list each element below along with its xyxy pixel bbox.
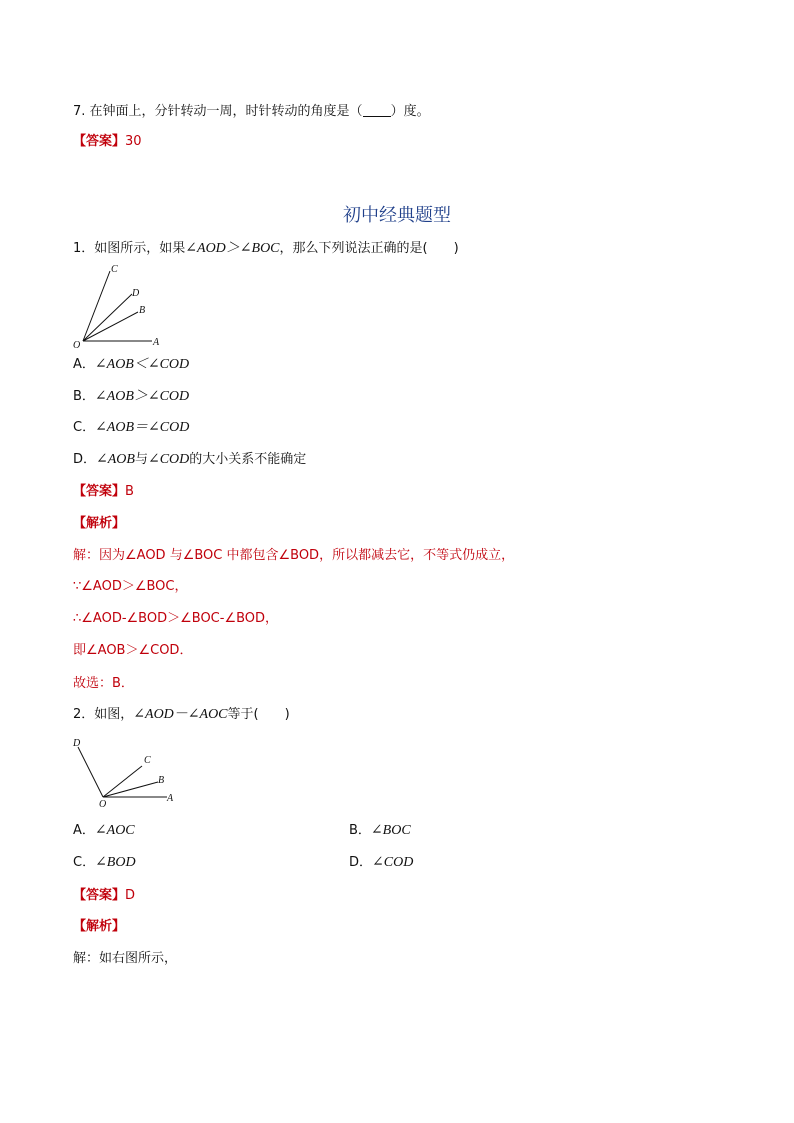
q7-text-after: ）度。 <box>390 104 430 119</box>
q2-option-d <box>349 854 413 872</box>
label-o: O <box>99 799 107 808</box>
label-c: C <box>144 755 151 766</box>
ray-oc <box>103 766 142 797</box>
q2-stem-prefix: 2．如图， <box>73 707 134 722</box>
ray-ob <box>103 782 158 797</box>
q1-option-c <box>73 419 189 437</box>
q1-analysis-tag: 【解析】 <box>73 516 126 531</box>
option-letter: B． <box>349 823 371 838</box>
option-letter: A． <box>73 823 95 838</box>
q7-number: 7. <box>73 104 86 119</box>
q1-option-a <box>73 356 189 374</box>
q1-option-d <box>73 451 306 469</box>
option-math: ∠COD <box>372 855 414 870</box>
option-letter: D． <box>73 452 97 467</box>
q7-text-before: 在钟面上，分针转动一周，时针转动的角度是（ <box>89 104 363 119</box>
option-math: ∠AOB＝∠COD <box>95 420 190 435</box>
q1-analysis-line: 解：因为∠AOD 与∠BOC 中都包含∠BOD，所以都减去它，不等式仍成立， <box>73 548 515 563</box>
q7-answer <box>73 133 142 151</box>
q2-stem <box>73 706 290 724</box>
option-letter: C． <box>73 855 96 870</box>
option-math: ∠AOB＞∠COD <box>94 389 190 404</box>
ray-od <box>83 294 132 341</box>
q1-option-b <box>73 388 189 406</box>
q1-analysis-line: ∵∠AOD＞∠BOC， <box>73 579 188 594</box>
option-letter: A． <box>73 357 95 372</box>
q1-stem-math: ∠AOD＞∠BOC <box>185 241 280 256</box>
q2-answer-tag: 【答案】 <box>73 888 126 903</box>
label-c: C <box>111 264 118 275</box>
option-math: ∠AOC <box>94 823 135 838</box>
q1-analysis-line: ∴∠AOD-∠BOD＞∠BOC-∠BOD， <box>73 611 279 626</box>
q7-blank <box>363 104 391 117</box>
ray-oc <box>83 271 110 341</box>
option-math: ∠BOD <box>95 855 136 870</box>
section-title: 初中经典题型 <box>343 205 451 226</box>
q1-stem-suffix: ，那么下列说法正确的是( ) <box>279 241 459 256</box>
q7-answer-tag: 【答案】 <box>73 134 126 149</box>
q1-analysis-line: 故选：B． <box>73 676 134 691</box>
q2-option-c <box>73 854 136 872</box>
q1-answer <box>73 483 134 501</box>
option-math: ∠AOB＜∠COD <box>94 357 190 372</box>
q2-option-b <box>349 822 411 840</box>
option-letter: C． <box>73 420 96 435</box>
q1-answer-value: B <box>125 484 134 499</box>
q7-stem <box>73 103 430 121</box>
q2-answer <box>73 887 135 905</box>
q7-answer-value: 30 <box>125 134 142 149</box>
q1-analysis-line: 即∠AOB＞∠COD． <box>73 643 193 658</box>
q2-angle-figure <box>70 733 190 808</box>
option-letter: B． <box>73 389 95 404</box>
q2-option-a <box>73 822 135 840</box>
label-b: B <box>139 305 146 316</box>
option-letter: D． <box>349 855 373 870</box>
label-d: D <box>132 288 140 299</box>
label-a: A <box>153 337 160 348</box>
q2-answer-value: D <box>125 888 136 903</box>
option-math: ∠BOC <box>370 823 411 838</box>
label-d: D <box>73 738 81 749</box>
q2-stem-math: ∠AOD－∠AOC <box>133 707 228 722</box>
option-math-2: ∠COD <box>147 452 190 467</box>
q2-analysis-tag: 【解析】 <box>73 919 126 934</box>
q1-answer-tag: 【答案】 <box>73 484 126 499</box>
q2-stem-suffix: 等于( ) <box>227 707 290 722</box>
option-text: 的大小关系不能确定 <box>189 452 307 467</box>
q1-stem <box>73 240 459 258</box>
q1-angle-figure <box>70 260 190 350</box>
ray-od <box>78 747 103 797</box>
label-o: O <box>73 340 81 350</box>
label-a: A <box>167 793 174 804</box>
q2-analysis-line: 解：如右图所示， <box>73 951 178 966</box>
ray-ob <box>83 312 138 341</box>
label-b: B <box>158 775 165 786</box>
option-math: ∠AOB <box>96 452 135 467</box>
q1-stem-prefix: 1．如图所示，如果 <box>73 241 186 256</box>
option-text-mid: 与 <box>134 452 148 467</box>
